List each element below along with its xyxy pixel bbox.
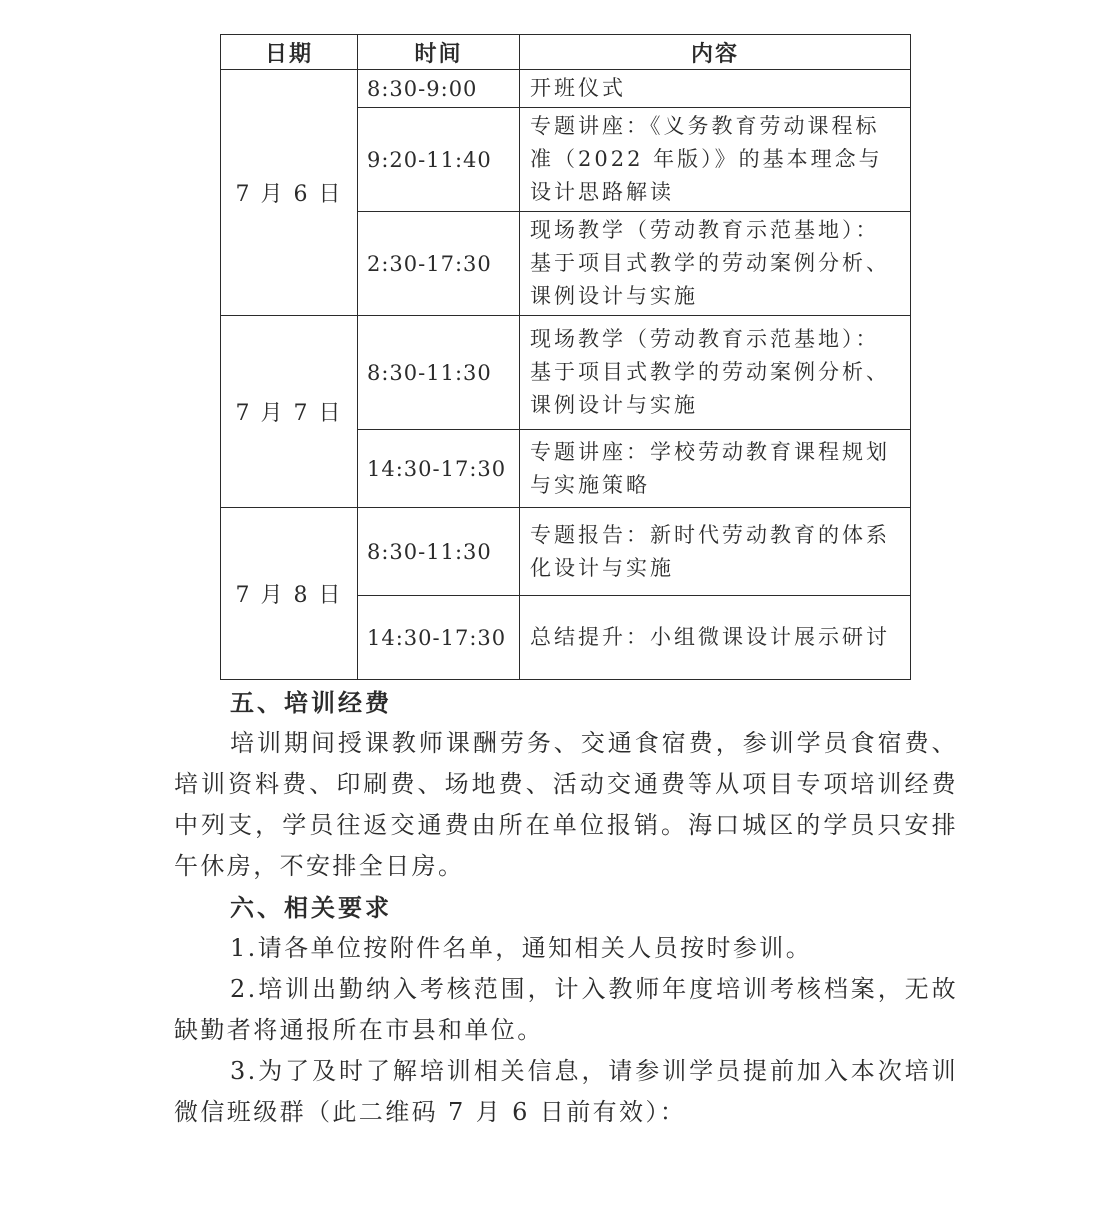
time-cell: 8:30-11:30 (358, 316, 520, 430)
time-cell: 9:20-11:40 (358, 108, 520, 212)
content-cell: 专题讲座：《义务教育劳动课程标准（2022 年版）》的基本理念与设计思路解读 (520, 108, 911, 212)
content-cell: 现场教学（劳动教育示范基地）：基于项目式教学的劳动案例分析、课例设计与实施 (520, 212, 911, 316)
requirement-item-3: 3.为了及时了解培训相关信息，请参训学员提前加入本次培训微信班级群（此二维码 7 月 6 日前有效）： (174, 1057, 958, 1126)
requirement-item-2: 2.培训出勤纳入考核范围，计入教师年度培训考核档案，无故缺勤者将通报所在市县和单位。 (174, 975, 958, 1044)
section5-heading: 五、培训经费 (230, 688, 392, 717)
time-cell: 8:30-9:00 (358, 70, 520, 108)
time-cell: 14:30-17:30 (358, 596, 520, 680)
content-cell: 专题报告：新时代劳动教育的体系化设计与实施 (520, 508, 911, 596)
content-cell: 专题讲座：学校劳动教育课程规划与实施策略 (520, 430, 911, 508)
header-date: 日期 (221, 35, 358, 70)
time-cell: 8:30-11:30 (358, 508, 520, 596)
header-time: 时间 (358, 35, 520, 70)
date-cell: 7 月 8 日 (221, 508, 358, 680)
header-content: 内容 (520, 35, 911, 70)
content-cell: 现场教学（劳动教育示范基地）：基于项目式教学的劳动案例分析、课例设计与实施 (520, 316, 911, 430)
time-cell: 2:30-17:30 (358, 212, 520, 316)
content-cell: 总结提升：小组微课设计展示研讨 (520, 596, 911, 680)
table-row (221, 316, 911, 430)
section6-heading: 六、相关要求 (230, 893, 392, 922)
table-header-row (221, 35, 911, 70)
schedule-table (220, 34, 911, 680)
body-text (174, 682, 958, 1133)
section5-paragraph: 培训期间授课教师课酬劳务、交通食宿费，参训学员食宿费、培训资料费、印刷费、场地费、活动交通费等从项目专项培训经费中列支，学员往返交通费由所在单位报销。海口城区的学员只安排午休房，不安排全日房。 (174, 729, 958, 880)
table-row (221, 508, 911, 596)
time-cell: 14:30-17:30 (358, 430, 520, 508)
date-cell: 7 月 7 日 (221, 316, 358, 508)
requirement-item-1: 1.请各单位按附件名单，通知相关人员按时参训。 (230, 934, 813, 962)
date-cell: 7 月 6 日 (221, 70, 358, 316)
content-cell: 开班仪式 (520, 70, 911, 108)
table-row (221, 70, 911, 108)
